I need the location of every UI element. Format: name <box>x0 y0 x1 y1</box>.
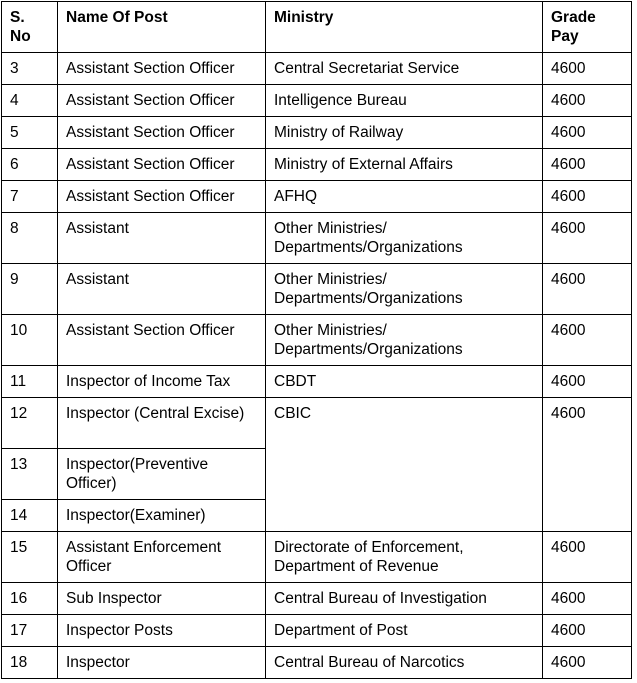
cell-post: Assistant Section Officer <box>58 85 266 117</box>
cell-ministry: Directorate of Enforcement, Department of Revenue <box>266 532 543 583</box>
cell-grade-pay: 4600 <box>543 149 632 181</box>
table-row <box>2 181 632 213</box>
cell-sno: 16 <box>2 583 58 615</box>
header-ministry: Ministry <box>266 2 543 53</box>
cell-grade-pay: 4600 <box>543 213 632 264</box>
posts-table <box>1 1 632 679</box>
cell-grade-pay: 4600 <box>543 398 632 532</box>
header-name-of-post: Name Of Post <box>58 2 266 53</box>
cell-ministry: CBIC <box>266 398 543 532</box>
cell-ministry: Ministry of Railway <box>266 117 543 149</box>
cell-post: Inspector Posts <box>58 615 266 647</box>
cell-post: Assistant <box>58 264 266 315</box>
cell-grade-pay: 4600 <box>543 181 632 213</box>
cell-ministry: Intelligence Bureau <box>266 85 543 117</box>
cell-grade-pay: 4600 <box>543 583 632 615</box>
cell-post: Inspector of Income Tax <box>58 366 266 398</box>
table-row <box>2 532 632 583</box>
cell-post: Assistant Section Officer <box>58 117 266 149</box>
cell-sno: 3 <box>2 53 58 85</box>
table-row <box>2 583 632 615</box>
cell-post: Assistant Enforcement Officer <box>58 532 266 583</box>
cell-grade-pay: 4600 <box>543 532 632 583</box>
cell-grade-pay: 4600 <box>543 647 632 679</box>
table-row <box>2 264 632 315</box>
cell-grade-pay: 4600 <box>543 117 632 149</box>
cell-ministry: Other Ministries/ Departments/Organizations <box>266 315 543 366</box>
cell-sno: 9 <box>2 264 58 315</box>
table-row <box>2 315 632 366</box>
cell-grade-pay: 4600 <box>543 615 632 647</box>
cell-ministry: CBDT <box>266 366 543 398</box>
cell-ministry: Other Ministries/ Departments/Organizations <box>266 213 543 264</box>
header-grade-pay: Grade Pay <box>543 2 632 53</box>
cell-sno: 4 <box>2 85 58 117</box>
cell-grade-pay: 4600 <box>543 366 632 398</box>
table-header-row <box>2 2 632 53</box>
cell-ministry: Other Ministries/ Departments/Organizations <box>266 264 543 315</box>
header-sno: S. No <box>2 2 58 53</box>
cell-ministry: Department of Post <box>266 615 543 647</box>
cell-grade-pay: 4600 <box>543 264 632 315</box>
cell-sno: 14 <box>2 500 58 532</box>
cell-ministry: Central Bureau of Narcotics <box>266 647 543 679</box>
cell-grade-pay: 4600 <box>543 315 632 366</box>
table-row <box>2 615 632 647</box>
cell-ministry: Central Bureau of Investigation <box>266 583 543 615</box>
table-row <box>2 149 632 181</box>
cell-sno: 8 <box>2 213 58 264</box>
cell-post: Assistant Section Officer <box>58 315 266 366</box>
cell-post: Assistant Section Officer <box>58 53 266 85</box>
table-row <box>2 398 632 449</box>
cell-sno: 15 <box>2 532 58 583</box>
cell-post: Assistant Section Officer <box>58 181 266 213</box>
table-row <box>2 366 632 398</box>
cell-ministry: AFHQ <box>266 181 543 213</box>
cell-post: Inspector(Examiner) <box>58 500 266 532</box>
table-row <box>2 647 632 679</box>
cell-post: Sub Inspector <box>58 583 266 615</box>
cell-sno: 12 <box>2 398 58 449</box>
cell-ministry: Ministry of External Affairs <box>266 149 543 181</box>
cell-post: Inspector (Central Excise) <box>58 398 266 449</box>
table-row <box>2 117 632 149</box>
cell-post: Inspector(Preventive Officer) <box>58 449 266 500</box>
table-row <box>2 213 632 264</box>
cell-sno: 13 <box>2 449 58 500</box>
cell-post: Assistant Section Officer <box>58 149 266 181</box>
cell-sno: 11 <box>2 366 58 398</box>
cell-post: Inspector <box>58 647 266 679</box>
table-row <box>2 53 632 85</box>
cell-sno: 17 <box>2 615 58 647</box>
cell-grade-pay: 4600 <box>543 53 632 85</box>
cell-sno: 18 <box>2 647 58 679</box>
cell-sno: 7 <box>2 181 58 213</box>
cell-sno: 6 <box>2 149 58 181</box>
cell-grade-pay: 4600 <box>543 85 632 117</box>
table-row <box>2 85 632 117</box>
cell-sno: 5 <box>2 117 58 149</box>
cell-post: Assistant <box>58 213 266 264</box>
cell-sno: 10 <box>2 315 58 366</box>
cell-ministry: Central Secretariat Service <box>266 53 543 85</box>
